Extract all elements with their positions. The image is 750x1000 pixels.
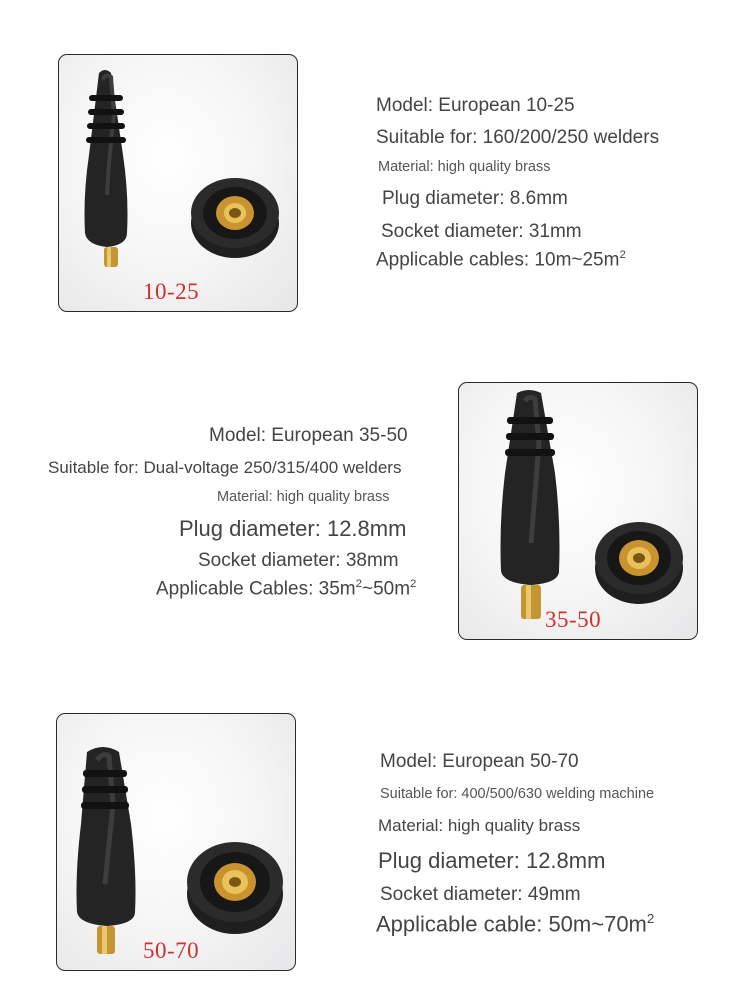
connector-illustration — [59, 55, 297, 311]
spec-socket-diameter: Socket diameter: 49mm — [380, 884, 581, 905]
spec-applicable-cables — [156, 578, 416, 600]
spec-plug-diameter: Plug diameter: 12.8mm — [378, 848, 606, 873]
spec-model: Model: European 10-25 — [376, 95, 575, 116]
cables-text-end: ~50m — [361, 578, 411, 600]
spec-material: Material: high quality brass — [378, 159, 551, 175]
spec-plug-diameter: Plug diameter: 12.8mm — [179, 516, 407, 541]
product-photo-50-70 — [56, 713, 296, 971]
cables-sup: 2 — [619, 249, 626, 261]
size-label: 35-50 — [545, 607, 602, 632]
spec-plug-diameter: Plug diameter: 8.6mm — [382, 188, 568, 209]
cables-sup: 2 — [410, 578, 417, 590]
cables-text: Applicable cables: 10m~25m — [376, 249, 620, 271]
cables-text: Applicable Cables: 35m — [156, 578, 356, 600]
spec-applicable-cables — [376, 911, 654, 937]
spec-suitable: Suitable for: 160/200/250 welders — [376, 127, 660, 148]
spec-suitable: Suitable for: Dual-voltage 250/315/400 welders — [48, 458, 402, 477]
spec-material: Material: high quality brass — [378, 816, 581, 835]
spec-suitable: Suitable for: 400/500/630 welding machine — [380, 786, 655, 802]
spec-model: Model: European 50-70 — [380, 751, 579, 772]
spec-socket-diameter: Socket diameter: 31mm — [381, 221, 582, 242]
product-photo-35-50 — [458, 382, 698, 640]
cables-sup: 2 — [355, 578, 362, 590]
spec-socket-diameter: Socket diameter: 38mm — [198, 550, 399, 571]
size-label: 50-70 — [143, 938, 200, 963]
product-photo-10-25 — [58, 54, 298, 312]
cables-sup: 2 — [646, 911, 655, 926]
size-label: 10-25 — [143, 279, 200, 304]
cables-text: Applicable cable: 50m~70m — [376, 911, 647, 937]
connector-illustration — [459, 383, 697, 639]
connector-illustration — [57, 714, 295, 970]
spec-material: Material: high quality brass — [217, 489, 390, 505]
spec-applicable-cables — [376, 249, 626, 271]
spec-model: Model: European 35-50 — [209, 425, 408, 446]
